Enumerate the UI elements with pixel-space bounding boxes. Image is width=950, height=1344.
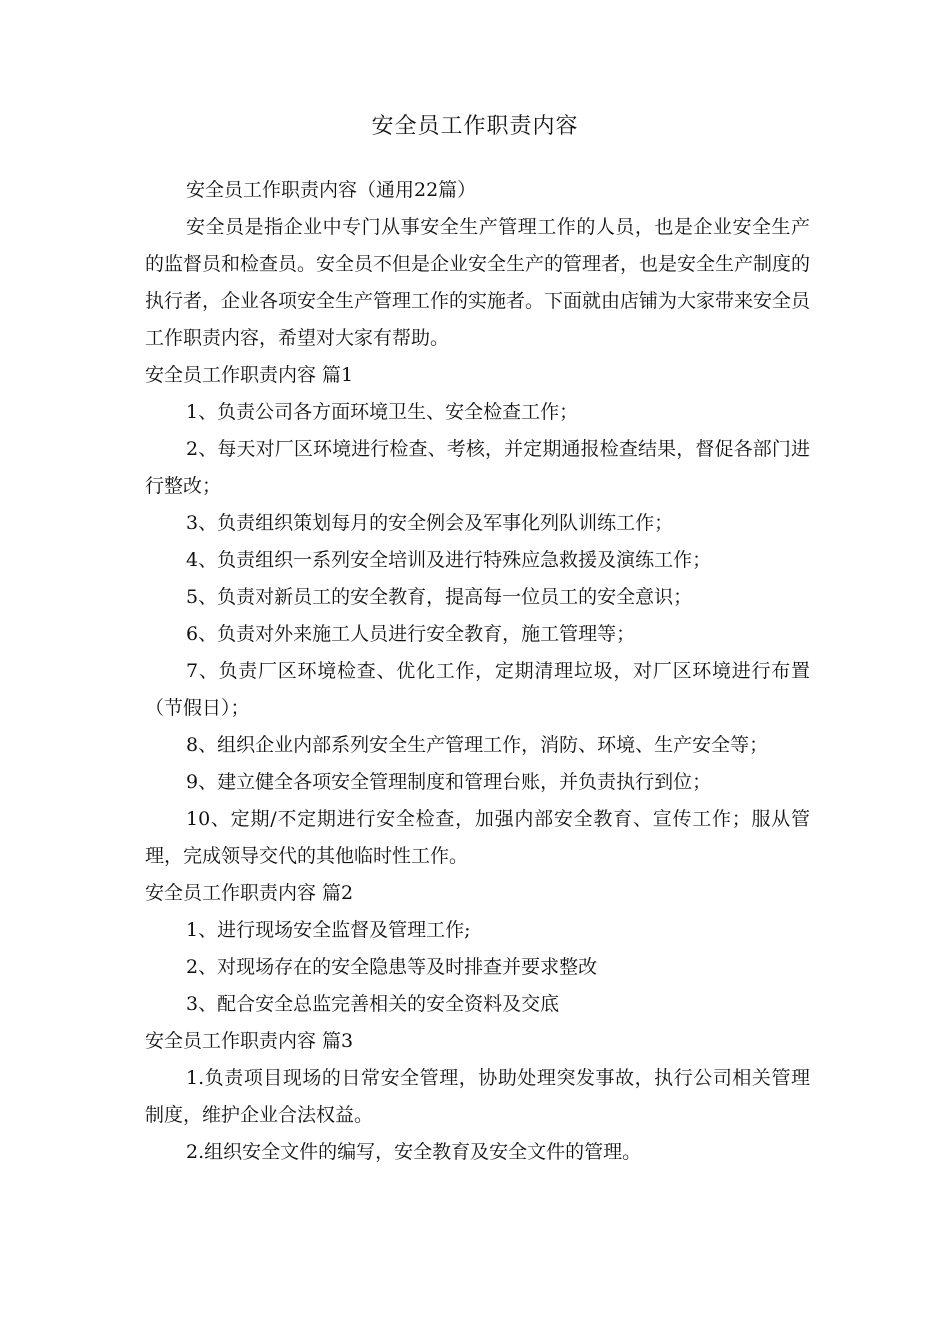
duty-item: 3、负责组织策划每月的安全例会及军事化列队训练工作； — [186, 512, 674, 534]
duty-item: 8、组织企业内部系列安全生产管理工作，消防、环境、生产安全等； — [186, 734, 769, 756]
duty-item: 1.负责项目现场的日常安全管理，协助处理突发事故，执行公司相关管理制度，维护企业合法权益。 — [145, 1067, 810, 1126]
duty-item: 10、定期/不定期进行安全检查，加强内部安全教育、宣传工作；服从管理，完成领导交代的其他临时性工作。 — [145, 808, 810, 867]
duty-item: 5、负责对新员工的安全教育，提高每一位员工的安全意识； — [186, 586, 693, 608]
subtitle-paragraph: 安全员工作职责内容（通用22篇） — [186, 179, 477, 201]
duty-item: 1、负责公司各方面环境卫生、安全检查工作； — [186, 401, 579, 423]
duty-item: 2、每天对厂区环境进行检查、考核，并定期通报检查结果，督促各部门进行整改； — [145, 438, 810, 497]
duty-item: 4、负责组织一系列安全培训及进行特殊应急救援及演练工作； — [186, 549, 712, 571]
document-body — [145, 172, 810, 1171]
duty-item: 3、配合安全总监完善相关的安全资料及交底 — [186, 993, 560, 1015]
duty-item: 6、负责对外来施工人员进行安全教育，施工管理等； — [186, 623, 636, 645]
duty-item: 2、对现场存在的安全隐患等及时排查并要求整改 — [186, 956, 598, 978]
intro-paragraph: 安全员是指企业中专门从事安全生产管理工作的人员，也是企业安全生产的监督员和检查员。安全员不但是企业安全生产的管理者，也是安全生产制度的执行者，企业各项安全生产管理工作的实施者。下面就由店铺为大家带来安全员工作职责内容，希望对大家有帮助。 — [145, 216, 811, 349]
section-heading-1: 安全员工作职责内容 篇1 — [145, 364, 354, 386]
section-heading-3: 安全员工作职责内容 篇3 — [145, 1030, 354, 1052]
duty-item: 9、建立健全各项安全管理制度和管理台账，并负责执行到位； — [186, 771, 712, 793]
section-heading-2: 安全员工作职责内容 篇2 — [145, 882, 354, 904]
duty-item: 1、进行现场安全监督及管理工作; — [186, 919, 471, 941]
duty-item: 7、负责厂区环境检查、优化工作，定期清理垃圾，对厂区环境进行布置（节假日）； — [145, 660, 810, 719]
document-title: 安全员工作职责内容 — [371, 114, 579, 139]
duty-item: 2.组织安全文件的编写，安全教育及安全文件的管理。 — [186, 1141, 642, 1163]
